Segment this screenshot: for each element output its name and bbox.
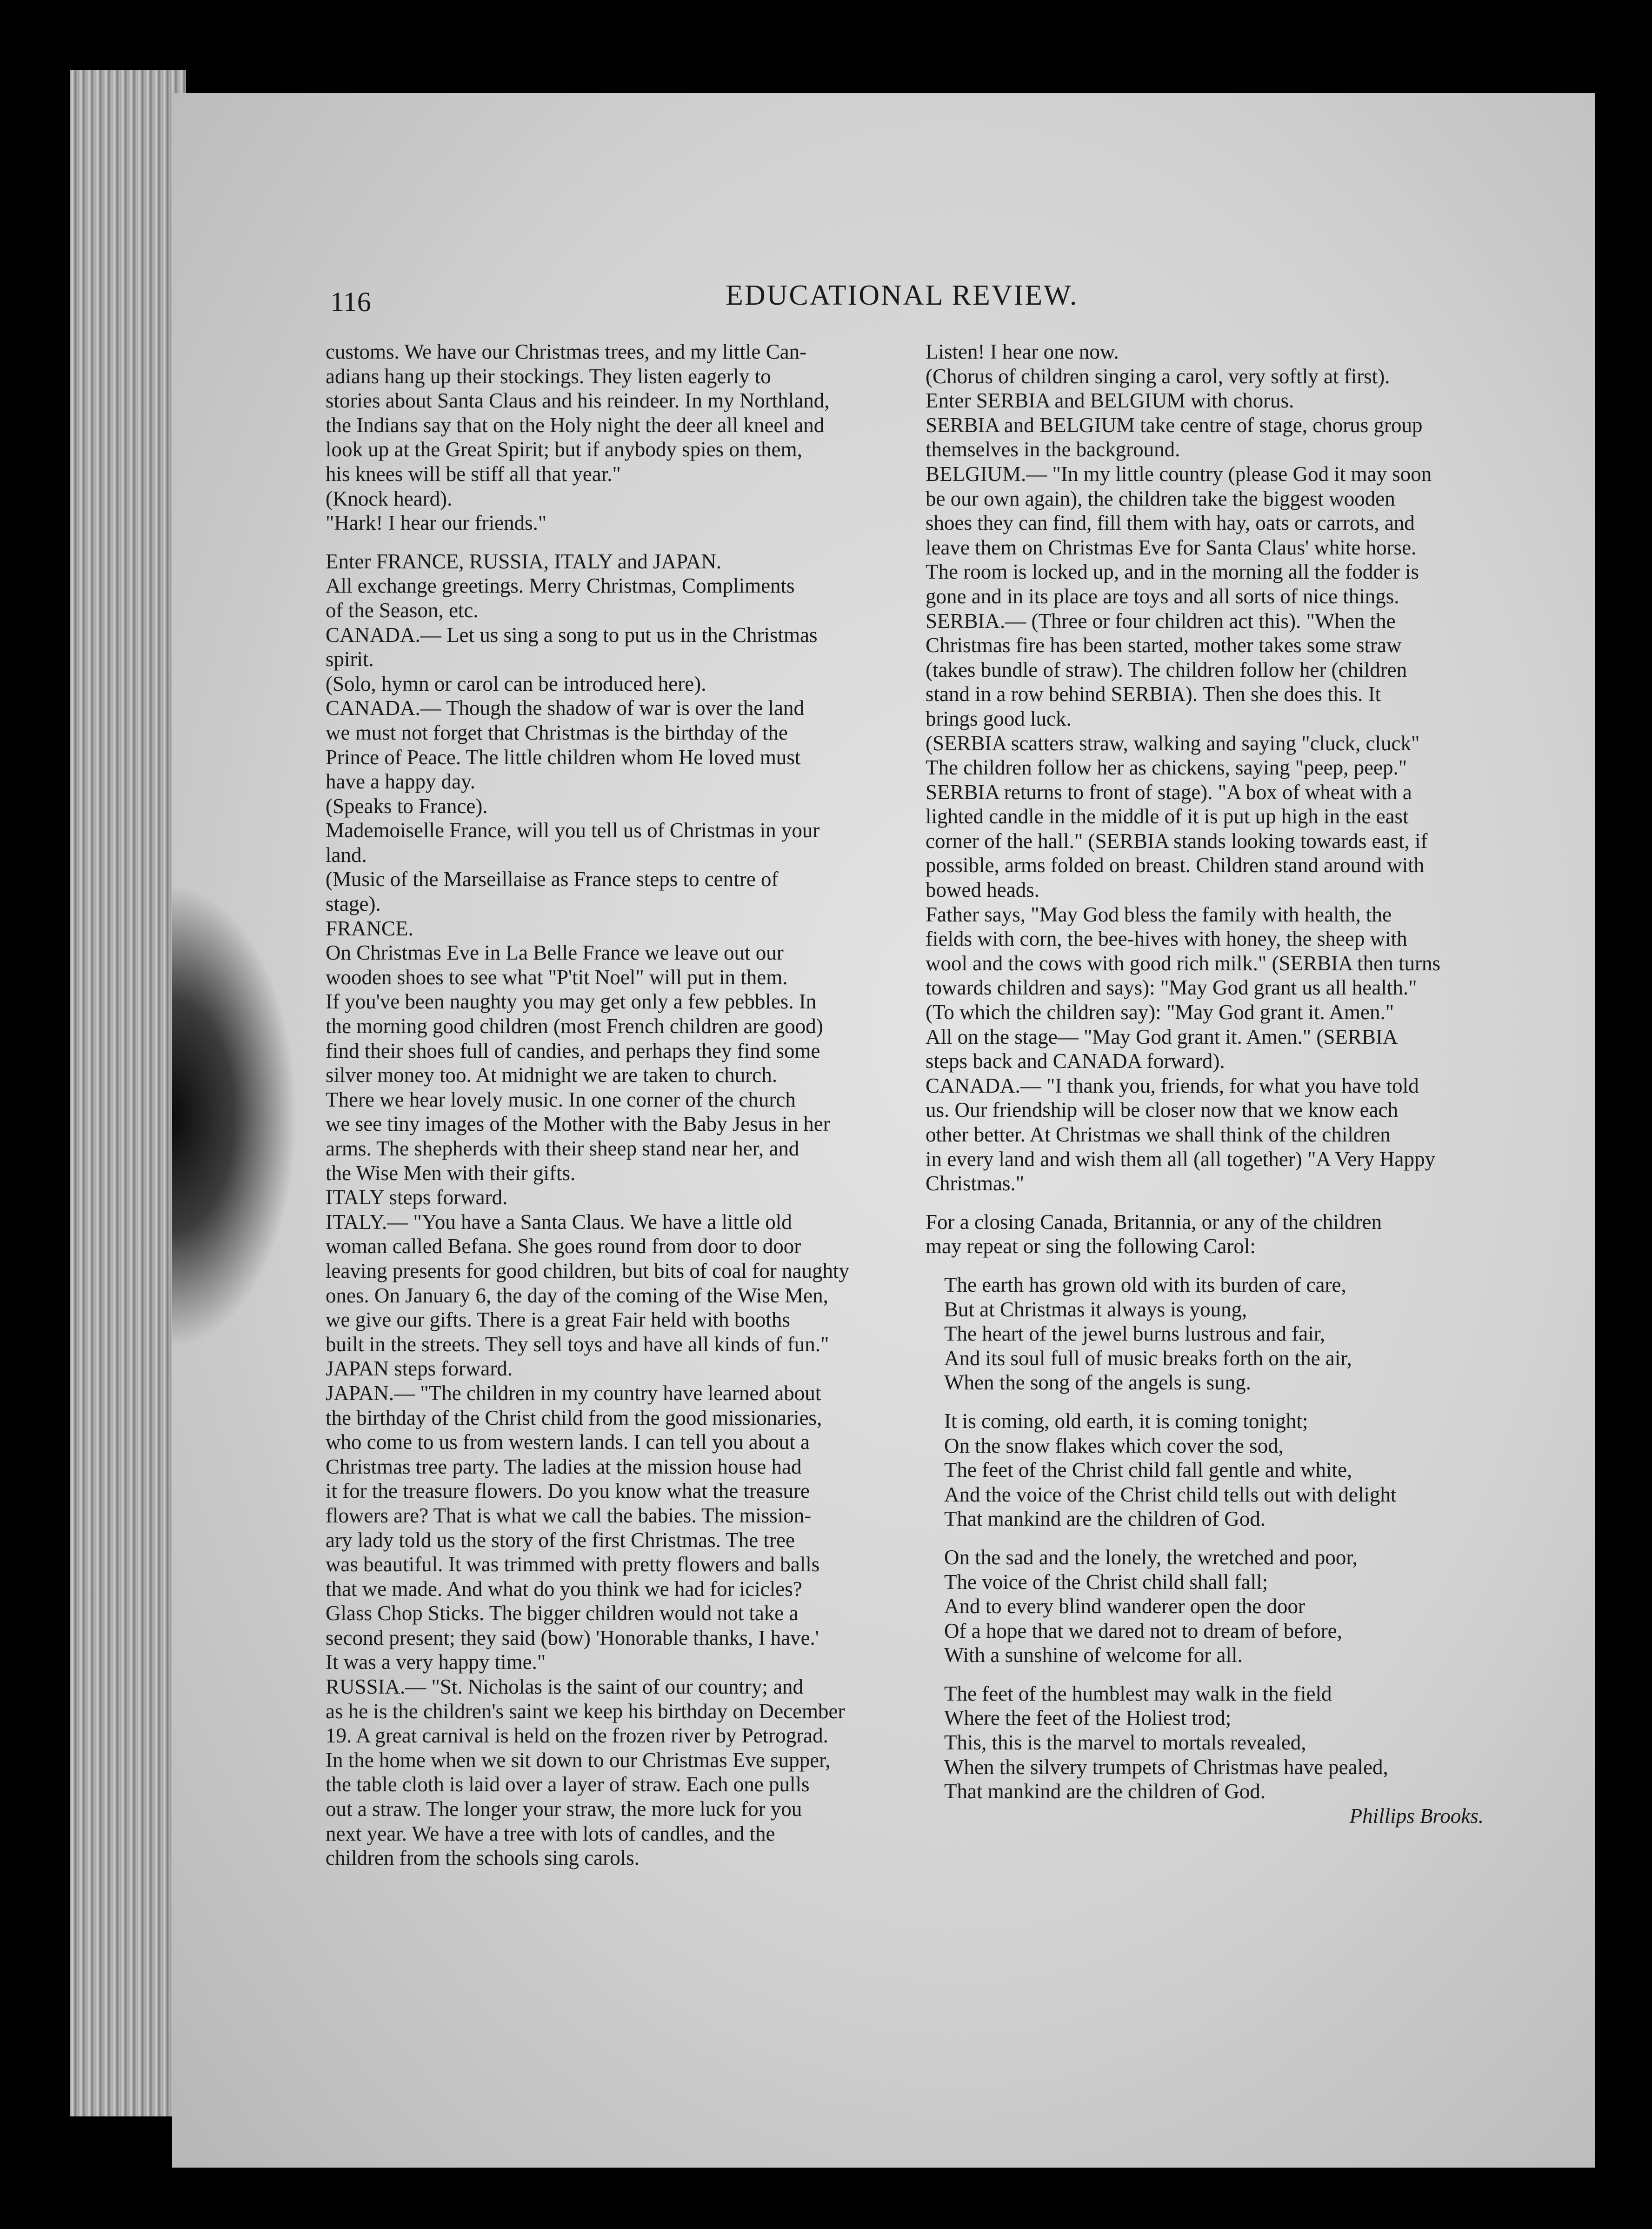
text-line: brings good luck. <box>926 707 1072 730</box>
text-line: SERBIA returns to front of stage). "A box of wheat with a <box>926 780 1412 804</box>
text-line: 19. A great carnival is held on the frozen river by Petrograd. <box>326 1724 828 1748</box>
page-number: 116 <box>330 287 371 317</box>
text-line: The voice of the Christ child shall fall; <box>944 1570 1268 1594</box>
text-line: RUSSIA.— "St. Nicholas is the saint of our country; and <box>326 1675 804 1699</box>
text-line: And its soul full of music breaks forth on the air, <box>944 1346 1352 1370</box>
text-line: next year. We have a tree with lots of candles, and the <box>326 1822 775 1845</box>
text-line: Enter FRANCE, RUSSIA, ITALY and JAPAN. <box>326 549 722 573</box>
text-line: (Solo, hymn or carol can be introduced here). <box>326 672 706 695</box>
text-line: The room is locked up, and in the morning all the fodder is <box>926 560 1419 584</box>
text-line: we must not forget that Christmas is the birthday of the <box>326 721 788 744</box>
text-line: out a straw. The longer your straw, the more luck for you <box>326 1797 802 1821</box>
text-line: All exchange greetings. Merry Christmas, Compliments <box>326 574 795 598</box>
text-line: With a sunshine of welcome for all. <box>944 1643 1243 1667</box>
blank-line <box>926 1668 1493 1682</box>
text-line: JAPAN steps forward. <box>326 1357 513 1381</box>
text-line: On the snow flakes which cover the sod, <box>944 1434 1284 1457</box>
text-line: his knees will be stiff all that year." <box>326 462 621 486</box>
text-line: That mankind are the children of God. <box>944 1780 1266 1803</box>
text-line: themselves in the background. <box>926 438 1180 461</box>
text-line: In the home when we sit down to our Christmas Eve supper, <box>326 1748 831 1772</box>
blank-line <box>326 535 893 549</box>
text-line: The children follow her as chickens, saying "peep, peep." <box>926 756 1407 780</box>
text-line: All on the stage— "May God grant it. Amen." (SERBIA <box>926 1025 1398 1048</box>
blank-line <box>926 1196 1493 1210</box>
text-line: arms. The shepherds with their sheep stand near her, and <box>326 1137 799 1160</box>
text-line: SERBIA.— (Three or four children act this). "When the <box>926 609 1396 633</box>
text-line: JAPAN.— "The children in my country have learned about <box>326 1381 821 1405</box>
text-line: When the silvery trumpets of Christmas have pealed, <box>944 1755 1388 1779</box>
text-line: we give our gifts. There is a great Fair held with booths <box>326 1308 790 1332</box>
text-line: leave them on Christmas Eve for Santa Claus' white horse. <box>926 535 1417 559</box>
text-line: And the voice of the Christ child tells out with delight <box>944 1482 1397 1506</box>
text-line: (To which the children say): "May God grant it. Amen." <box>926 1001 1394 1024</box>
left-column <box>326 340 893 1870</box>
text-line: This, this is the marvel to mortals revealed, <box>944 1731 1306 1755</box>
text-line: the Wise Men with their gifts. <box>326 1161 576 1185</box>
text-line: other better. At Christmas we shall think of the children <box>926 1123 1391 1146</box>
text-line: (Chorus of children singing a carol, very softly at first). <box>926 364 1390 388</box>
text-line: And to every blind wanderer open the door <box>944 1595 1306 1618</box>
text-line: But at Christmas it always is young, <box>944 1297 1247 1321</box>
text-line: steps back and CANADA forward). <box>926 1049 1225 1073</box>
blank-line <box>926 1259 1493 1273</box>
text-line: customs. We have our Christmas trees, and my little Can- <box>326 340 807 363</box>
running-head: EDUCATIONAL REVIEW. <box>726 280 1079 311</box>
text-line: wool and the cows with good rich milk." (SERBIA then turns <box>926 951 1441 975</box>
text-line: stage). <box>326 892 381 916</box>
text-line: The heart of the jewel burns lustrous and fair, <box>944 1322 1326 1346</box>
text-line: in every land and wish them all (all together) "A Very Happy <box>926 1147 1435 1171</box>
text-line: shoes they can find, fill them with hay, oats or carrots, and <box>926 511 1415 535</box>
text-line: CANADA.— Let us sing a song to put us in the Christmas <box>326 623 818 647</box>
text-line: Enter SERBIA and BELGIUM with chorus. <box>926 389 1294 413</box>
text-line: we see tiny images of the Mother with the Baby Jesus in her <box>326 1112 830 1136</box>
text-line: The feet of the humblest may walk in the field <box>944 1682 1332 1705</box>
text-line: spirit. <box>326 647 374 671</box>
text-line: Listen! I hear one now. <box>926 340 1119 363</box>
text-line: The feet of the Christ child fall gentle and white, <box>944 1458 1352 1482</box>
text-line: It was a very happy time." <box>326 1650 546 1674</box>
text-line: it for the treasure flowers. Do you know what the treasure <box>326 1479 810 1503</box>
text-line: If you've been naughty you may get only a few pebbles. In <box>326 990 817 1014</box>
text-line: On Christmas Eve in La Belle France we leave out our <box>326 941 784 965</box>
text-line: who come to us from western lands. I can tell you about a <box>326 1430 810 1454</box>
text-line: FRANCE. <box>326 916 413 940</box>
text-line: stand in a row behind SERBIA). Then she does this. It <box>926 682 1381 706</box>
text-line: stories about Santa Claus and his reindeer. In my Northland, <box>326 389 830 413</box>
text-line: (Speaks to France). <box>326 794 488 818</box>
text-line: flowers are? That is what we call the babies. The mission- <box>326 1503 812 1527</box>
text-line: adians hang up their stockings. They listen eagerly to <box>326 364 771 388</box>
text-line: CANADA.— "I thank you, friends, for what you have told <box>926 1074 1419 1097</box>
text-line: of the Season, etc. <box>326 598 479 622</box>
text-line: Of a hope that we dared not to dream of before, <box>944 1619 1342 1642</box>
text-line: possible, arms folded on breast. Children stand around with <box>926 854 1425 877</box>
text-line: corner of the hall." (SERBIA stands looking towards east, if <box>926 829 1428 853</box>
text-line: That mankind are the children of God. <box>944 1507 1266 1531</box>
text-line: There we hear lovely music. In one corner of the church <box>326 1088 796 1111</box>
text-line: Prince of Peace. The little children whom He loved must <box>326 745 801 769</box>
text-line: be our own again), the children take the biggest wooden <box>926 487 1395 510</box>
text-line: ITALY steps forward. <box>326 1186 508 1209</box>
blank-line <box>926 1531 1493 1545</box>
text-line: us. Our friendship will be closer now that we know each <box>926 1098 1398 1122</box>
text-line: (SERBIA scatters straw, walking and saying "cluck, cluck" <box>926 731 1420 755</box>
text-line: was beautiful. It was trimmed with pretty flowers and balls <box>326 1553 820 1576</box>
text-line: find their shoes full of candies, and perhaps they find some <box>326 1039 820 1062</box>
page-stack-edges <box>70 70 186 2116</box>
text-line: CANADA.— Though the shadow of war is over the land <box>326 696 805 720</box>
text-line: bowed heads. <box>926 878 1039 902</box>
text-line: SERBIA and BELGIUM take centre of stage, chorus group <box>926 413 1423 437</box>
text-line: ary lady told us the story of the first Christmas. The tree <box>326 1528 795 1552</box>
text-line: may repeat or sing the following Carol: <box>926 1235 1256 1258</box>
text-line: When the song of the angels is sung. <box>944 1371 1251 1395</box>
text-line: ones. On January 6, the day of the coming of the Wise Men, <box>326 1283 828 1307</box>
text-line: the table cloth is laid over a layer of straw. Each one pulls <box>326 1773 810 1796</box>
signature-line: Phillips Brooks. <box>1349 1804 1484 1828</box>
text-line: silver money too. At midnight we are taken to church. <box>326 1063 778 1087</box>
text-line: Glass Chop Sticks. The bigger children would not take a <box>326 1602 799 1625</box>
text-line: Mademoiselle France, will you tell us of Christmas in your <box>326 819 820 842</box>
text-line: leaving presents for good children, but bits of coal for naughty <box>326 1259 849 1282</box>
text-line: On the sad and the lonely, the wretched and poor, <box>944 1545 1358 1569</box>
blank-line <box>926 1395 1493 1409</box>
text-line: land. <box>326 843 367 867</box>
text-line: Christmas." <box>926 1172 1025 1195</box>
text-line: ITALY.— "You have a Santa Claus. We have a little old <box>326 1210 792 1234</box>
thumb-shadow <box>172 884 298 1349</box>
text-line: (Knock heard). <box>326 487 453 510</box>
text-line: (takes bundle of straw). The children follow her (children <box>926 658 1407 681</box>
text-line: children from the schools sing carols. <box>326 1846 639 1870</box>
text-line: BELGIUM.— "In my little country (please God it may soon <box>926 462 1432 486</box>
text-line: Christmas fire has been started, mother takes some straw <box>926 634 1402 657</box>
text-line: have a happy day. <box>326 770 475 794</box>
text-line: Where the feet of the Holiest trod; <box>944 1706 1232 1730</box>
text-line: For a closing Canada, Britannia, or any of the children <box>926 1210 1382 1234</box>
text-line: towards children and says): "May God grant us all health." <box>926 976 1417 1000</box>
text-line: second present; they said (bow) 'Honorable thanks, I have.' <box>326 1626 819 1649</box>
text-line: built in the streets. They sell toys and have all kinds of fun." <box>326 1332 829 1356</box>
text-line: It is coming, old earth, it is coming tonight; <box>944 1409 1308 1433</box>
text-line: gone and in its place are toys and all sorts of nice things. <box>926 584 1399 608</box>
text-line: "Hark! I hear our friends." <box>326 511 547 535</box>
text-line: the morning good children (most French children are good) <box>326 1014 823 1038</box>
text-line: the birthday of the Christ child from the good missionaries, <box>326 1406 822 1429</box>
text-line: Christmas tree party. The ladies at the mission house had <box>326 1455 802 1478</box>
text-line: fields with corn, the bee-hives with honey, the sheep with <box>926 927 1407 951</box>
text-line: that we made. And what do you think we had for icicles? <box>326 1577 802 1601</box>
text-line: Father says, "May God bless the family with health, the <box>926 902 1392 926</box>
text-line: The earth has grown old with its burden of care, <box>944 1273 1346 1296</box>
right-column <box>926 340 1493 1828</box>
text-line: (Music of the Marseillaise as France steps to centre of <box>326 868 779 891</box>
text-line: look up at the Great Spirit; but if anybody spies on them, <box>326 438 802 461</box>
text-line: the Indians say that on the Holy night the deer all kneel and <box>326 413 825 437</box>
text-line: lighted candle in the middle of it is put up high in the east <box>926 805 1409 828</box>
text-line: woman called Befana. She goes round from door to door <box>326 1235 801 1258</box>
text-line: as he is the children's saint we keep his birthday on December <box>326 1699 845 1723</box>
text-line: wooden shoes to see what "P'tit Noel" will put in them. <box>326 965 788 989</box>
